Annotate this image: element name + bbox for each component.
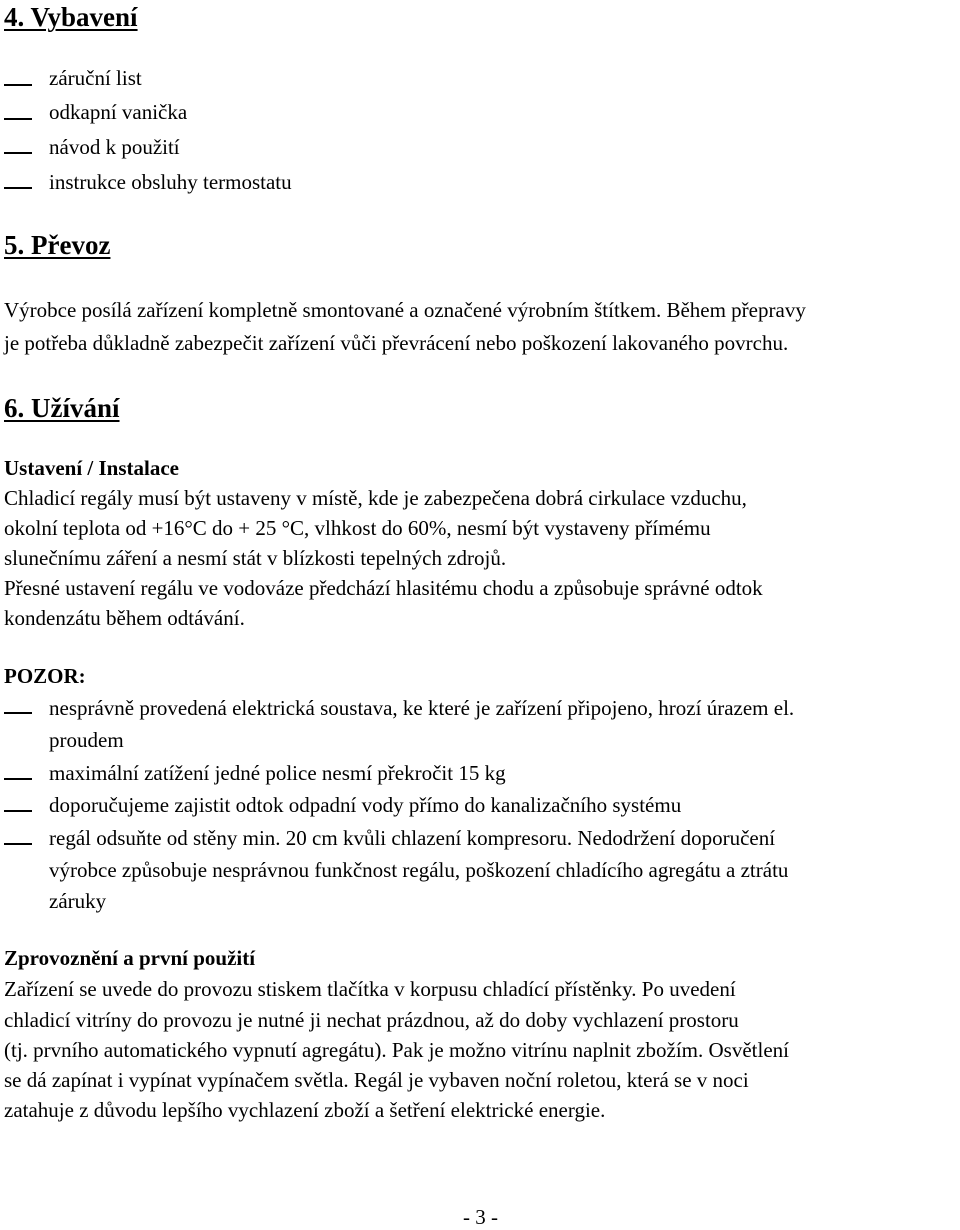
- section-4-heading: 4. Vybavení: [4, 2, 138, 32]
- list-dash: [4, 712, 32, 714]
- warning-item-line: záruky: [49, 889, 107, 913]
- paragraph-line: Přesné ustavení regálu ve vodováze předchází hlasitému chodu a způsobuje správné odtok: [4, 576, 763, 600]
- warning-item-line: výrobce způsobuje nesprávnou funkčnost regálu, poškození chladícího agregátu a ztrátu: [49, 858, 789, 882]
- list-dash: [4, 152, 32, 154]
- warning-item-line: regál odsuňte od stěny min. 20 cm kvůli chlazení kompresoru. Nedodržení doporučení: [49, 826, 776, 850]
- list-item: instrukce obsluhy termostatu: [49, 170, 292, 194]
- page-number: - 3 -: [463, 1205, 498, 1229]
- startup-subheading: Zprovoznění a první použití: [4, 946, 256, 970]
- paragraph-line: Zařízení se uvede do provozu stiskem tlačítka v korpusu chladící přístěnky. Po uvedení: [4, 977, 736, 1001]
- paragraph-line: slunečnímu záření a nesmí stát v blízkosti tepelných zdrojů.: [4, 546, 507, 570]
- warning-item-line: doporučujeme zajistit odtok odpadní vody přímo do kanalizačního systému: [49, 793, 682, 817]
- paragraph-line: zatahuje z důvodu lepšího vychlazení zboží a šetření elektrické energie.: [4, 1098, 606, 1122]
- warning-item-line: nesprávně provedená elektrická soustava, ke které je zařízení připojeno, hrozí úrazem el.: [49, 696, 795, 720]
- warning-label: POZOR:: [4, 664, 86, 688]
- section-5-heading: 5. Převoz: [4, 230, 111, 260]
- list-dash: [4, 84, 32, 86]
- list-item: odkapní vanička: [49, 100, 188, 124]
- warning-item-line: maximální zatížení jedné police nesmí překročit 15 kg: [49, 761, 506, 785]
- list-dash: [4, 843, 32, 845]
- list-item: návod k použití: [49, 135, 180, 159]
- list-dash: [4, 118, 32, 120]
- list-dash: [4, 810, 32, 812]
- list-dash: [4, 187, 32, 189]
- list-item: záruční list: [49, 66, 142, 90]
- paragraph-line: chladicí vitríny do provozu je nutné ji nechat prázdnou, až do doby vychlazení prostoru: [4, 1008, 739, 1032]
- paragraph-line: okolní teplota od +16°C do + 25 °C, vlhkost do 60%, nesmí být vystaveny přímému: [4, 516, 711, 540]
- paragraph-line: se dá zapínat i vypínat vypínačem světla. Regál je vybaven noční roletou, která se v noci: [4, 1068, 749, 1092]
- warning-item-line: proudem: [49, 728, 124, 752]
- paragraph-line: je potřeba důkladně zabezpečit zařízení vůči převrácení nebo poškození lakovaného povrchu.: [4, 331, 789, 355]
- paragraph-line: Chladicí regály musí být ustaveny v místě, kde je zabezpečena dobrá cirkulace vzduchu,: [4, 486, 747, 510]
- installation-subheading: Ustavení / Instalace: [4, 456, 179, 480]
- section-6-heading: 6. Užívání: [4, 393, 120, 423]
- paragraph-line: Výrobce posílá zařízení kompletně smontované a označené výrobním štítkem. Během přepravy: [4, 298, 806, 322]
- list-dash: [4, 778, 32, 780]
- paragraph-line: (tj. prvního automatického vypnutí agregátu). Pak je možno vitrínu naplnit zbožím. Osvětlení: [4, 1038, 789, 1062]
- paragraph-line: kondenzátu během odtávání.: [4, 606, 245, 630]
